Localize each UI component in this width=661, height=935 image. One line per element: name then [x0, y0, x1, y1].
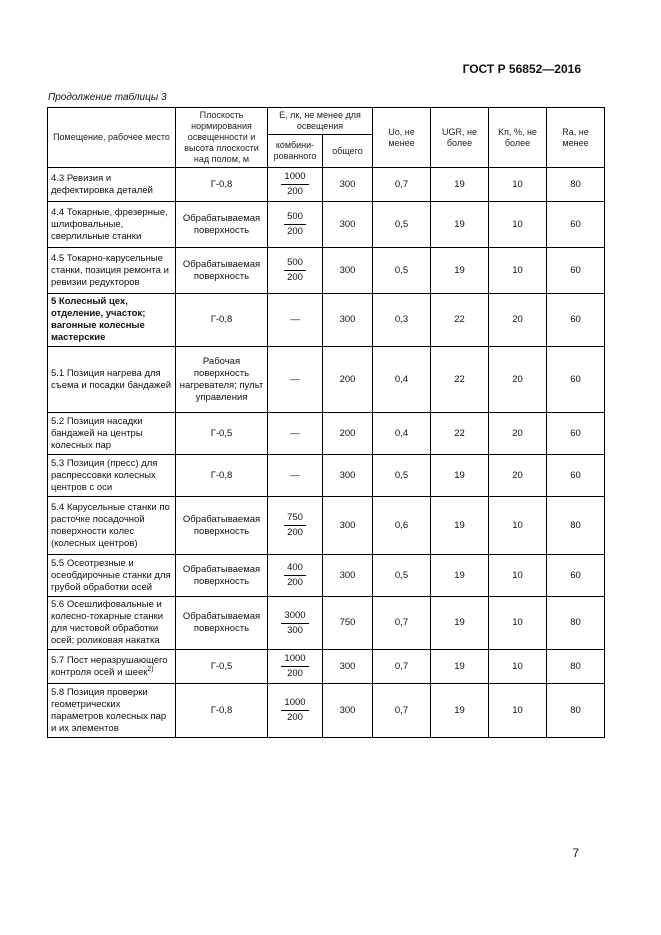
uo-cell: 0,7	[373, 168, 431, 202]
combined-cell: —	[268, 347, 323, 413]
room-cell	[48, 497, 176, 555]
ugr-cell: 19	[431, 455, 489, 497]
header-room: Помещение, рабочее место	[48, 108, 176, 168]
ra-cell: 60	[547, 413, 605, 455]
page-number: 7	[572, 846, 579, 860]
room-text: 5.5 Осеотрезные и осеобдирочные станки для грубой обработки осей	[51, 557, 171, 593]
plane-cell: Г-0,5	[176, 413, 268, 455]
table-row	[48, 497, 605, 555]
table-row	[48, 650, 605, 684]
general-cell: 300	[323, 294, 373, 347]
room-text: 5.6 Осешлифовальные и колесно-токарные станки для чистовой обработки осей; роликовая накатка	[51, 599, 164, 646]
combined-general-part: 300	[287, 624, 303, 636]
room-cell	[48, 597, 176, 650]
uo-cell: 0,7	[373, 684, 431, 738]
combined-general-part: 200	[287, 226, 303, 237]
room-text: 5.1 Позиция нагрева для съема и посадки бандажей	[51, 367, 172, 391]
uo-cell: 0,5	[373, 248, 431, 294]
plane-cell: Обрабатываемая поверхность	[176, 597, 268, 650]
table-row	[48, 294, 605, 347]
room-cell	[48, 684, 176, 738]
ugr-cell: 22	[431, 347, 489, 413]
combined-total: 500	[284, 211, 306, 225]
general-cell: 300	[323, 202, 373, 248]
plane-cell: Г-0,8	[176, 684, 268, 738]
uo-cell: 0,4	[373, 413, 431, 455]
combined-total: 3000	[281, 610, 308, 624]
ugr-cell: 19	[431, 202, 489, 248]
ra-cell: 80	[547, 497, 605, 555]
plane-cell: Обрабатываемая поверхность	[176, 555, 268, 597]
combined-cell	[268, 497, 323, 555]
header-illuminance: E, лк, не менее для освещения	[268, 108, 373, 135]
combined-total: 1000	[281, 653, 308, 667]
combined-fraction	[281, 697, 308, 724]
table-caption: Продолжение таблицы 3	[48, 92, 167, 103]
room-cell	[48, 555, 176, 597]
ugr-cell: 19	[431, 497, 489, 555]
uo-cell: 0,4	[373, 347, 431, 413]
general-cell: 300	[323, 497, 373, 555]
general-cell: 300	[323, 455, 373, 497]
combined-cell: —	[268, 413, 323, 455]
ra-cell: 60	[547, 555, 605, 597]
kp-cell: 10	[489, 202, 547, 248]
general-cell: 200	[323, 413, 373, 455]
header-ra: Ra, не менее	[547, 108, 605, 168]
table-row	[48, 413, 605, 455]
plane-cell: Обрабатываемая поверхность	[176, 202, 268, 248]
room-text: 4.5 Токарно-карусельные станки, позиция ремонта и ревизии редукторов	[51, 252, 169, 288]
ra-cell: 80	[547, 684, 605, 738]
ugr-cell: 19	[431, 168, 489, 202]
room-cell	[48, 413, 176, 455]
kp-cell: 10	[489, 650, 547, 684]
plane-cell: Обрабатываемая поверхность	[176, 497, 268, 555]
general-cell: 300	[323, 555, 373, 597]
combined-cell: —	[268, 455, 323, 497]
table-row	[48, 684, 605, 738]
uo-cell: 0,5	[373, 555, 431, 597]
room-text: 5.2 Позиция насадки бандажей на центры колесных пар	[51, 415, 143, 451]
combined-general-part: 200	[287, 712, 303, 723]
room-text: 5.8 Позиция проверки геометрических параметров колесных пар и их элементов	[51, 686, 167, 734]
combined-fraction	[284, 257, 306, 284]
kp-cell: 20	[489, 413, 547, 455]
room-cell	[48, 455, 176, 497]
room-text: 5.3 Позиция (пресс) для распрессовки колесных центров с оси	[51, 457, 158, 493]
combined-general-part: 200	[287, 272, 303, 283]
header-general: общего	[323, 135, 373, 168]
header-plane: Плоскость нормирования освещенности и высота плоскости над полом, м	[176, 108, 268, 168]
table-row	[48, 455, 605, 497]
ra-cell: 60	[547, 455, 605, 497]
combined-fraction	[281, 610, 308, 637]
uo-cell: 0,5	[373, 455, 431, 497]
header-ugr: UGR, не более	[431, 108, 489, 168]
ra-cell: 60	[547, 347, 605, 413]
header-uo: Uo, не менее	[373, 108, 431, 168]
combined-fraction	[281, 171, 308, 198]
combined-fraction	[284, 211, 306, 238]
table-row	[48, 168, 605, 202]
kp-cell: 10	[489, 684, 547, 738]
uo-cell: 0,3	[373, 294, 431, 347]
combined-total: 750	[284, 512, 306, 526]
kp-cell: 10	[489, 168, 547, 202]
plane-cell: Г-0,8	[176, 455, 268, 497]
combined-total: 500	[284, 257, 306, 271]
combined-total: 400	[284, 562, 306, 576]
ugr-cell: 22	[431, 294, 489, 347]
uo-cell: 0,7	[373, 650, 431, 684]
combined-total: 1000	[281, 171, 308, 185]
header-combined: комбини-рованного	[268, 135, 323, 168]
uo-cell: 0,6	[373, 497, 431, 555]
combined-cell	[268, 650, 323, 684]
plane-cell: Г-0,8	[176, 168, 268, 202]
general-cell: 300	[323, 684, 373, 738]
table-row	[48, 202, 605, 248]
ra-cell: 60	[547, 294, 605, 347]
footnote-ref: 2)	[147, 665, 154, 673]
ugr-cell: 19	[431, 248, 489, 294]
room-text: 4.4 Токарные, фрезерные, шлифовальные, сверлильные станки	[51, 206, 168, 242]
header-kp: Kп, %, не более	[489, 108, 547, 168]
room-text: 5.7 Пост неразрушающего контроля осей и шеек	[51, 654, 168, 678]
combined-cell	[268, 597, 323, 650]
combined-cell	[268, 202, 323, 248]
lighting-norms-table	[47, 107, 605, 738]
combined-general-part: 200	[287, 577, 303, 588]
plane-cell: Обрабатываемая поверхность	[176, 248, 268, 294]
combined-cell: —	[268, 294, 323, 347]
ra-cell: 60	[547, 248, 605, 294]
combined-cell	[268, 684, 323, 738]
room-cell	[48, 168, 176, 202]
combined-fraction	[281, 653, 308, 680]
ra-cell: 80	[547, 597, 605, 650]
combined-general-part: 200	[287, 527, 303, 538]
ugr-cell: 19	[431, 650, 489, 684]
kp-cell: 10	[489, 555, 547, 597]
ra-cell: 60	[547, 202, 605, 248]
general-cell: 200	[323, 347, 373, 413]
ugr-cell: 22	[431, 413, 489, 455]
room-cell	[48, 650, 176, 684]
ugr-cell: 19	[431, 684, 489, 738]
general-cell: 300	[323, 168, 373, 202]
table-row	[48, 597, 605, 650]
general-cell: 750	[323, 597, 373, 650]
uo-cell: 0,5	[373, 202, 431, 248]
ra-cell: 80	[547, 650, 605, 684]
general-cell: 300	[323, 650, 373, 684]
room-text: 5 Колесный цех, отделение, участок; вагонные колесные мастерские	[51, 296, 146, 343]
room-cell	[48, 347, 176, 413]
combined-cell	[268, 168, 323, 202]
kp-cell: 10	[489, 248, 547, 294]
uo-cell: 0,7	[373, 597, 431, 650]
ra-cell: 80	[547, 168, 605, 202]
room-cell	[48, 294, 176, 347]
room-text: 4.3 Ревизия и дефектировка деталей	[51, 172, 153, 196]
room-cell	[48, 202, 176, 248]
plane-cell: Рабочая поверхность нагревателя; пульт управления	[176, 347, 268, 413]
room-cell	[48, 248, 176, 294]
plane-cell: Г-0,8	[176, 294, 268, 347]
combined-general-part: 200	[287, 186, 303, 197]
kp-cell: 20	[489, 347, 547, 413]
kp-cell: 20	[489, 294, 547, 347]
combined-total: 1000	[281, 697, 308, 711]
combined-cell	[268, 555, 323, 597]
ugr-cell: 19	[431, 555, 489, 597]
combined-general-part: 200	[287, 668, 303, 679]
combined-fraction	[284, 512, 306, 539]
general-cell: 300	[323, 248, 373, 294]
plane-cell: Г-0,5	[176, 650, 268, 684]
combined-fraction	[284, 562, 306, 589]
kp-cell: 10	[489, 497, 547, 555]
kp-cell: 10	[489, 597, 547, 650]
room-text: 5.4 Карусельные станки по расточке посадочной поверхности колес (колесных центров)	[51, 501, 170, 549]
table-row	[48, 555, 605, 597]
ugr-cell: 19	[431, 597, 489, 650]
table-row	[48, 347, 605, 413]
combined-cell	[268, 248, 323, 294]
table-row	[48, 248, 605, 294]
kp-cell: 20	[489, 455, 547, 497]
document-code: ГОСТ Р 56852—2016	[462, 62, 581, 76]
